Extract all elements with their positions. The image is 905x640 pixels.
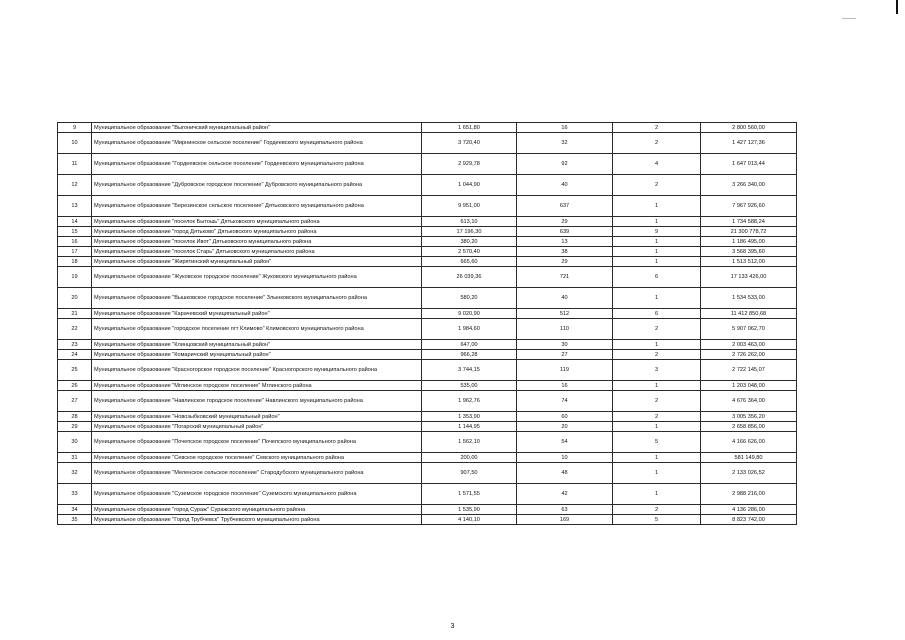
area-cell: 907,50: [422, 463, 517, 484]
population-cell: 74: [517, 391, 613, 412]
count-cell: 1: [613, 257, 701, 267]
row-number-cell: 23: [58, 340, 92, 350]
area-cell: 3 744,15: [422, 360, 517, 381]
amount-cell: 7 967 926,60: [701, 196, 797, 217]
municipality-name-cell: Муниципальное образование "Гордеевское сельское поселение" Гордеевского муниципального района: [92, 154, 422, 175]
municipality-name-cell: Муниципальное образование "Березинское сельское поселение" Дятьковского муниципального района: [92, 196, 422, 217]
population-cell: 32: [517, 133, 613, 154]
amount-cell: 3 568 395,60: [701, 247, 797, 257]
row-number-cell: 14: [58, 217, 92, 227]
area-cell: 1 962,76: [422, 391, 517, 412]
table-row: [58, 505, 797, 515]
table-row: [58, 267, 797, 288]
count-cell: 1: [613, 288, 701, 309]
table-row: [58, 309, 797, 319]
table-row: [58, 288, 797, 309]
area-cell: 647,00: [422, 340, 517, 350]
count-cell: 1: [613, 381, 701, 391]
table-row: [58, 515, 797, 525]
municipality-name-cell: Муниципальное образование "Комаричский муниципальный район": [92, 350, 422, 360]
row-number-cell: 16: [58, 237, 92, 247]
area-cell: 1 353,90: [422, 412, 517, 422]
municipality-name-cell: Муниципальное образование "Мирнинское сельское поселение" Гордеевского муниципального района: [92, 133, 422, 154]
population-cell: 110: [517, 319, 613, 340]
count-cell: 2: [613, 505, 701, 515]
amount-cell: 17 133 426,00: [701, 267, 797, 288]
count-cell: 2: [613, 412, 701, 422]
area-cell: 2 929,78: [422, 154, 517, 175]
municipality-name-cell: Муниципальное образование "Карачевский муниципальный район": [92, 309, 422, 319]
municipality-name-cell: Муниципальное образование "Дубровское городское поселение" Дубровского муниципального района: [92, 175, 422, 196]
row-number-cell: 21: [58, 309, 92, 319]
table-row: [58, 360, 797, 381]
area-cell: 3 720,40: [422, 133, 517, 154]
amount-cell: 8 823 742,00: [701, 515, 797, 525]
count-cell: 6: [613, 309, 701, 319]
row-number-cell: 17: [58, 247, 92, 257]
population-cell: 16: [517, 123, 613, 133]
amount-cell: 2 133 026,52: [701, 463, 797, 484]
population-cell: 29: [517, 217, 613, 227]
row-number-cell: 30: [58, 432, 92, 453]
count-cell: 1: [613, 453, 701, 463]
row-number-cell: 15: [58, 227, 92, 237]
population-cell: 169: [517, 515, 613, 525]
table-row: [58, 196, 797, 217]
row-number-cell: 25: [58, 360, 92, 381]
area-cell: 1 571,55: [422, 484, 517, 505]
amount-cell: 2 722 145,07: [701, 360, 797, 381]
table-row: [58, 340, 797, 350]
population-cell: 639: [517, 227, 613, 237]
municipality-name-cell: Муниципальное образование "Город Трубчевск" Трубчевского муниципального района: [92, 515, 422, 525]
amount-cell: 11 412 850,68: [701, 309, 797, 319]
table-row: [58, 381, 797, 391]
municipality-name-cell: Муниципальное образование "Выгоничский муниципальный район": [92, 123, 422, 133]
table-row: [58, 175, 797, 196]
area-cell: 200,00: [422, 453, 517, 463]
count-cell: 2: [613, 133, 701, 154]
population-cell: 60: [517, 412, 613, 422]
population-cell: 38: [517, 247, 613, 257]
row-number-cell: 32: [58, 463, 92, 484]
row-number-cell: 13: [58, 196, 92, 217]
population-cell: 721: [517, 267, 613, 288]
count-cell: 1: [613, 196, 701, 217]
amount-cell: 1 647 013,44: [701, 154, 797, 175]
page-number: 3: [450, 623, 455, 630]
population-cell: 119: [517, 360, 613, 381]
population-cell: 16: [517, 381, 613, 391]
amount-cell: 1 427 127,36: [701, 133, 797, 154]
population-cell: 40: [517, 288, 613, 309]
area-cell: 665,60: [422, 257, 517, 267]
municipality-name-cell: Муниципальное образование "поселок Ивот" Дятьковского муниципального района: [92, 237, 422, 247]
amount-cell: 4 676 364,00: [701, 391, 797, 412]
count-cell: 1: [613, 237, 701, 247]
count-cell: 1: [613, 484, 701, 505]
population-cell: 30: [517, 340, 613, 350]
row-number-cell: 9: [58, 123, 92, 133]
municipality-name-cell: Муниципальное образование "Суземское городское поселение" Суземского муниципального района: [92, 484, 422, 505]
area-cell: 1 044,90: [422, 175, 517, 196]
population-cell: 27: [517, 350, 613, 360]
row-number-cell: 24: [58, 350, 92, 360]
municipality-name-cell: Муниципальное образование "Мглинское городское поселение" Мглинского района: [92, 381, 422, 391]
municipality-name-cell: Муниципальное образование "Красногорское городское поселение" Красногорского муниципального района: [92, 360, 422, 381]
area-cell: 2 570,40: [422, 247, 517, 257]
area-cell: 1 144,95: [422, 422, 517, 432]
population-cell: 92: [517, 154, 613, 175]
table-row: [58, 391, 797, 412]
row-number-cell: 26: [58, 381, 92, 391]
row-number-cell: 35: [58, 515, 92, 525]
municipality-name-cell: Муниципальное образование "Меленское сельское поселение" Стародубского муниципального района: [92, 463, 422, 484]
municipality-name-cell: Муниципальное образование "Почепское городское поселение" Почепского муниципального района: [92, 432, 422, 453]
amount-cell: 1 513 512,00: [701, 257, 797, 267]
table-row: [58, 217, 797, 227]
municipality-name-cell: Муниципальное образование "Погарский муниципальный район": [92, 422, 422, 432]
municipality-name-cell: Муниципальное образование "город Сураж" Суражского муниципального района: [92, 505, 422, 515]
population-cell: 40: [517, 175, 613, 196]
table-row: [58, 154, 797, 175]
amount-cell: 5 907 062,70: [701, 319, 797, 340]
count-cell: 1: [613, 247, 701, 257]
population-cell: 637: [517, 196, 613, 217]
count-cell: 1: [613, 217, 701, 227]
area-cell: 580,20: [422, 288, 517, 309]
count-cell: 5: [613, 515, 701, 525]
scan-edge-mark: [896, 0, 898, 14]
table-row: [58, 412, 797, 422]
population-cell: 512: [517, 309, 613, 319]
count-cell: 2: [613, 175, 701, 196]
table-body: [58, 123, 797, 525]
count-cell: 2: [613, 123, 701, 133]
amount-cell: 1 203 048,00: [701, 381, 797, 391]
municipality-name-cell: Муниципальное образование "Новозыбковский муниципальный район": [92, 412, 422, 422]
amount-cell: 1 186 495,00: [701, 237, 797, 247]
population-cell: 42: [517, 484, 613, 505]
area-cell: 613,10: [422, 217, 517, 227]
municipality-name-cell: Муниципальное образование "поселок Старь" Дятьковского муниципального района: [92, 247, 422, 257]
population-cell: 29: [517, 257, 613, 267]
row-number-cell: 27: [58, 391, 92, 412]
population-cell: 54: [517, 432, 613, 453]
row-number-cell: 22: [58, 319, 92, 340]
table-row: [58, 319, 797, 340]
count-cell: 5: [613, 432, 701, 453]
area-cell: 26 039,36: [422, 267, 517, 288]
amount-cell: 3 266 340,00: [701, 175, 797, 196]
amount-cell: 3 005 356,20: [701, 412, 797, 422]
area-cell: 17 196,30: [422, 227, 517, 237]
row-number-cell: 31: [58, 453, 92, 463]
amount-cell: 581 149,80: [701, 453, 797, 463]
municipality-name-cell: Муниципальное образование "Навлинское городское поселение" Навлинского муниципального района: [92, 391, 422, 412]
area-cell: 4 140,10: [422, 515, 517, 525]
population-cell: 48: [517, 463, 613, 484]
table-row: [58, 463, 797, 484]
area-cell: 966,28: [422, 350, 517, 360]
row-number-cell: 10: [58, 133, 92, 154]
count-cell: 1: [613, 422, 701, 432]
area-cell: 9 951,00: [422, 196, 517, 217]
row-number-cell: 12: [58, 175, 92, 196]
amount-cell: 2 726 262,00: [701, 350, 797, 360]
municipality-name-cell: Муниципальное образование "Жуковское городское поселение" Жуковского муниципального района: [92, 267, 422, 288]
population-cell: 13: [517, 237, 613, 247]
population-cell: 20: [517, 422, 613, 432]
row-number-cell: 34: [58, 505, 92, 515]
count-cell: 4: [613, 154, 701, 175]
area-cell: 1 535,90: [422, 505, 517, 515]
table-row: [58, 133, 797, 154]
municipality-name-cell: Муниципальное образование "Вышковское городское поселение" Злынковского муниципального района: [92, 288, 422, 309]
count-cell: 1: [613, 463, 701, 484]
row-number-cell: 11: [58, 154, 92, 175]
municipality-name-cell: Муниципальное образование "городское поселение пгт Климово" Климовского муниципального района: [92, 319, 422, 340]
table-row: [58, 350, 797, 360]
municipality-name-cell: Муниципальное образование "Жирятинский муниципальный район": [92, 257, 422, 267]
area-cell: 535,00: [422, 381, 517, 391]
amount-cell: 2 800 560,00: [701, 123, 797, 133]
count-cell: 3: [613, 360, 701, 381]
population-cell: 10: [517, 453, 613, 463]
amount-cell: 21 300 778,72: [701, 227, 797, 237]
area-cell: 9 020,90: [422, 309, 517, 319]
amount-cell: 2 988 216,00: [701, 484, 797, 505]
row-number-cell: 19: [58, 267, 92, 288]
municipality-table: [57, 122, 797, 525]
area-cell: 380,20: [422, 237, 517, 247]
amount-cell: 1 534 533,00: [701, 288, 797, 309]
table-row: [58, 432, 797, 453]
amount-cell: 4 166 626,00: [701, 432, 797, 453]
count-cell: 2: [613, 319, 701, 340]
count-cell: 6: [613, 267, 701, 288]
municipality-name-cell: Муниципальное образование "поселок Бытошь" Дятьковского муниципального района: [92, 217, 422, 227]
table-row: [58, 422, 797, 432]
table-row: [58, 123, 797, 133]
municipality-name-cell: Муниципальное образование "Севское городское поселение" Севского муниципального района: [92, 453, 422, 463]
municipality-name-cell: Муниципальное образование "город Дятьково" Дятьковского муниципального района: [92, 227, 422, 237]
row-number-cell: 20: [58, 288, 92, 309]
amount-cell: 1 734 588,24: [701, 217, 797, 227]
count-cell: 2: [613, 350, 701, 360]
scan-artifact: [842, 18, 856, 19]
table-row: [58, 484, 797, 505]
amount-cell: 4 136 286,00: [701, 505, 797, 515]
count-cell: 2: [613, 391, 701, 412]
row-number-cell: 28: [58, 412, 92, 422]
table-row: [58, 227, 797, 237]
count-cell: 9: [613, 227, 701, 237]
area-cell: 1 562,10: [422, 432, 517, 453]
table-row: [58, 257, 797, 267]
table-row: [58, 247, 797, 257]
row-number-cell: 33: [58, 484, 92, 505]
count-cell: 1: [613, 340, 701, 350]
population-cell: 63: [517, 505, 613, 515]
table-row: [58, 453, 797, 463]
table-row: [58, 237, 797, 247]
amount-cell: 2 658 856,00: [701, 422, 797, 432]
amount-cell: 2 003 463,00: [701, 340, 797, 350]
area-cell: 1 984,60: [422, 319, 517, 340]
municipality-name-cell: Муниципальное образование "Клинцовский муниципальный район": [92, 340, 422, 350]
area-cell: 1 651,80: [422, 123, 517, 133]
row-number-cell: 18: [58, 257, 92, 267]
row-number-cell: 29: [58, 422, 92, 432]
